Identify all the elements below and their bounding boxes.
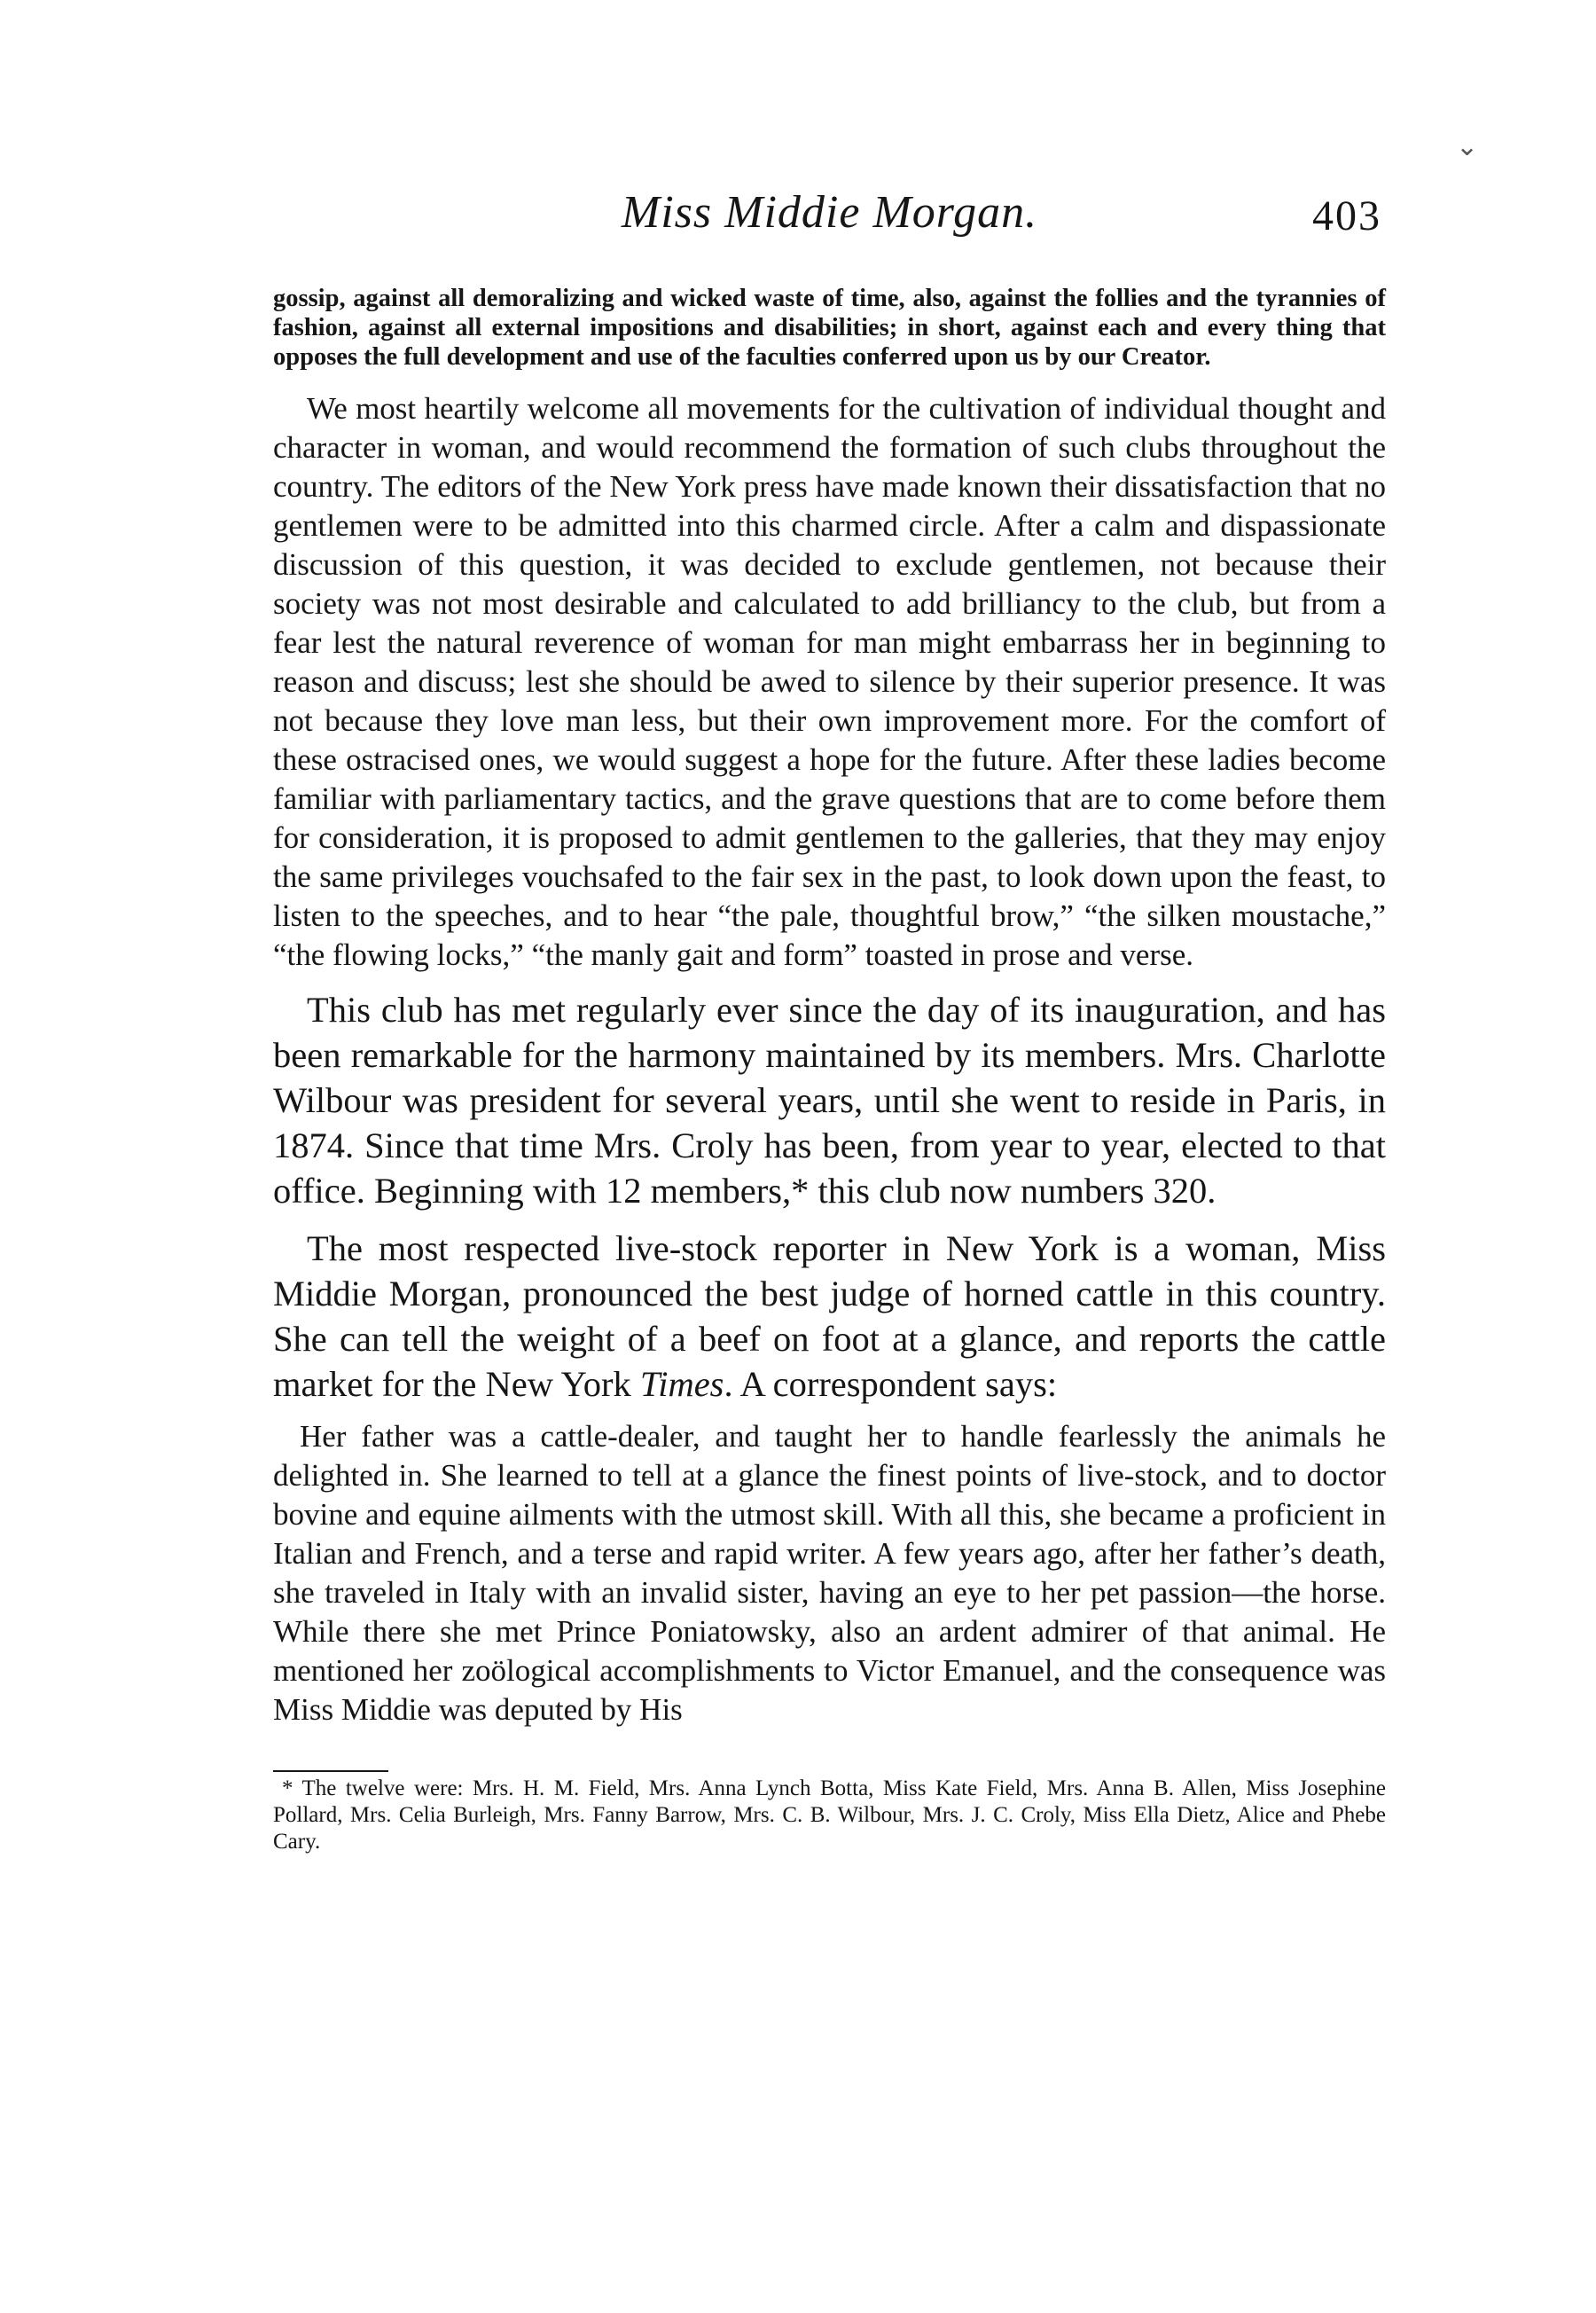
- paragraph-middie-morgan: [273, 1226, 1386, 1407]
- page-header: [273, 186, 1386, 248]
- paragraph-text-end: . A correspondent says:: [724, 1364, 1058, 1404]
- running-title: Miss Middie Morgan.: [621, 187, 1038, 238]
- paragraph-club-welcome: We most heartily welcome all movements for the cultivation of individual thought and character in woman, and would recommend the formation of such clubs throughout the country. The editors of the New York press have made known their dissatisfaction that no gentlemen were to be admitted into this charmed circle. After a calm and dispassionate discussion of this question, it was decided to exclude gentlemen, not because their society was not most desirable and calculated to add brilliancy to the club, but from a fear lest the natural reverence of woman for man might embarrass her in beginning to reason and discuss; lest she should be awed to silence by their superior presence. It was not because they love man less, but their own improvement more. For the comfort of these ostracised ones, we would suggest a hope for the future. After these ladies become familiar with parliamentary tactics, and the grave questions that are to come before them for consideration, it is proposed to admit gentlemen to the galleries, that they may enjoy the same privileges vouchsafed to the fair sex in the past, to look down upon the feast, to listen to the speeches, and to hear “the pale, thoughtful brow,” “the silken moustache,” “the flowing locks,” “the manly gait and form” toasted in prose and verse.: [273, 391, 1386, 972]
- correspondent-quote: Her father was a cattle-dealer, and taught her to handle fearlessly the animals he delighted in. She learned to tell at a glance the finest points of live-stock, and to doctor bovine and equine ailments with the utmost skill. With all this, she became a proficient in Italian and French, and a terse and rapid writer. A few years ago, after her father’s death, she traveled in Italy with an invalid sister, having an eye to her pet passion—the horse. While there she met Prince Poniatowsky, also an ardent admirer of that animal. He mentioned her zoölogical accomplishments to Victor Emanuel, and the consequence was Miss Middie was deputed by His: [273, 1419, 1386, 1727]
- paragraph-club-history: This club has met regularly ever since the day of its inauguration, and has been remarkable for the harmony maintained by its members. Mrs. Charlotte Wilbour was president for several years, until she went to reside in Paris, in 1874. Since that time Mrs. Croly has been, from year to year, elected to that office. Beginning with 12 members,* this club now numbers 320.: [273, 990, 1386, 1211]
- quoted-passage-continued: gossip, against all demoralizing and wicked waste of time, also, against the follies and the tyrannies of fashion, against all external impositions and disabilities; in short, against each and every thing that opposes the full development and use of the faculties conferred upon us by our Creator.: [273, 285, 1386, 371]
- paragraph-text-start: The most respected live-stock reporter in New York is a woman, Miss Middie Morgan, pronounced the best judge of horned cattle in this country. She can tell the weight of a beef on foot at a glance, and reports the cattle market for the New York: [273, 1228, 1386, 1404]
- newspaper-title: Times: [639, 1364, 724, 1404]
- book-page: [273, 186, 1386, 1855]
- footnote: * The twelve were: Mrs. H. M. Field, Mrs. Anna Lynch Botta, Miss Kate Field, Mrs. Anna B. Allen, Miss Josephine Pollard, Mrs. Celia Burleigh, Mrs. Fanny Barrow, Mrs. C. B. Wilbour, Mrs. J. C. Croly, Miss Ella Dietz, Alice and Phebe Cary.: [273, 1776, 1386, 1854]
- footnote-rule: [273, 1770, 388, 1772]
- page-corner-mark: ⌄: [1456, 132, 1479, 161]
- page-number: 403: [1312, 192, 1381, 239]
